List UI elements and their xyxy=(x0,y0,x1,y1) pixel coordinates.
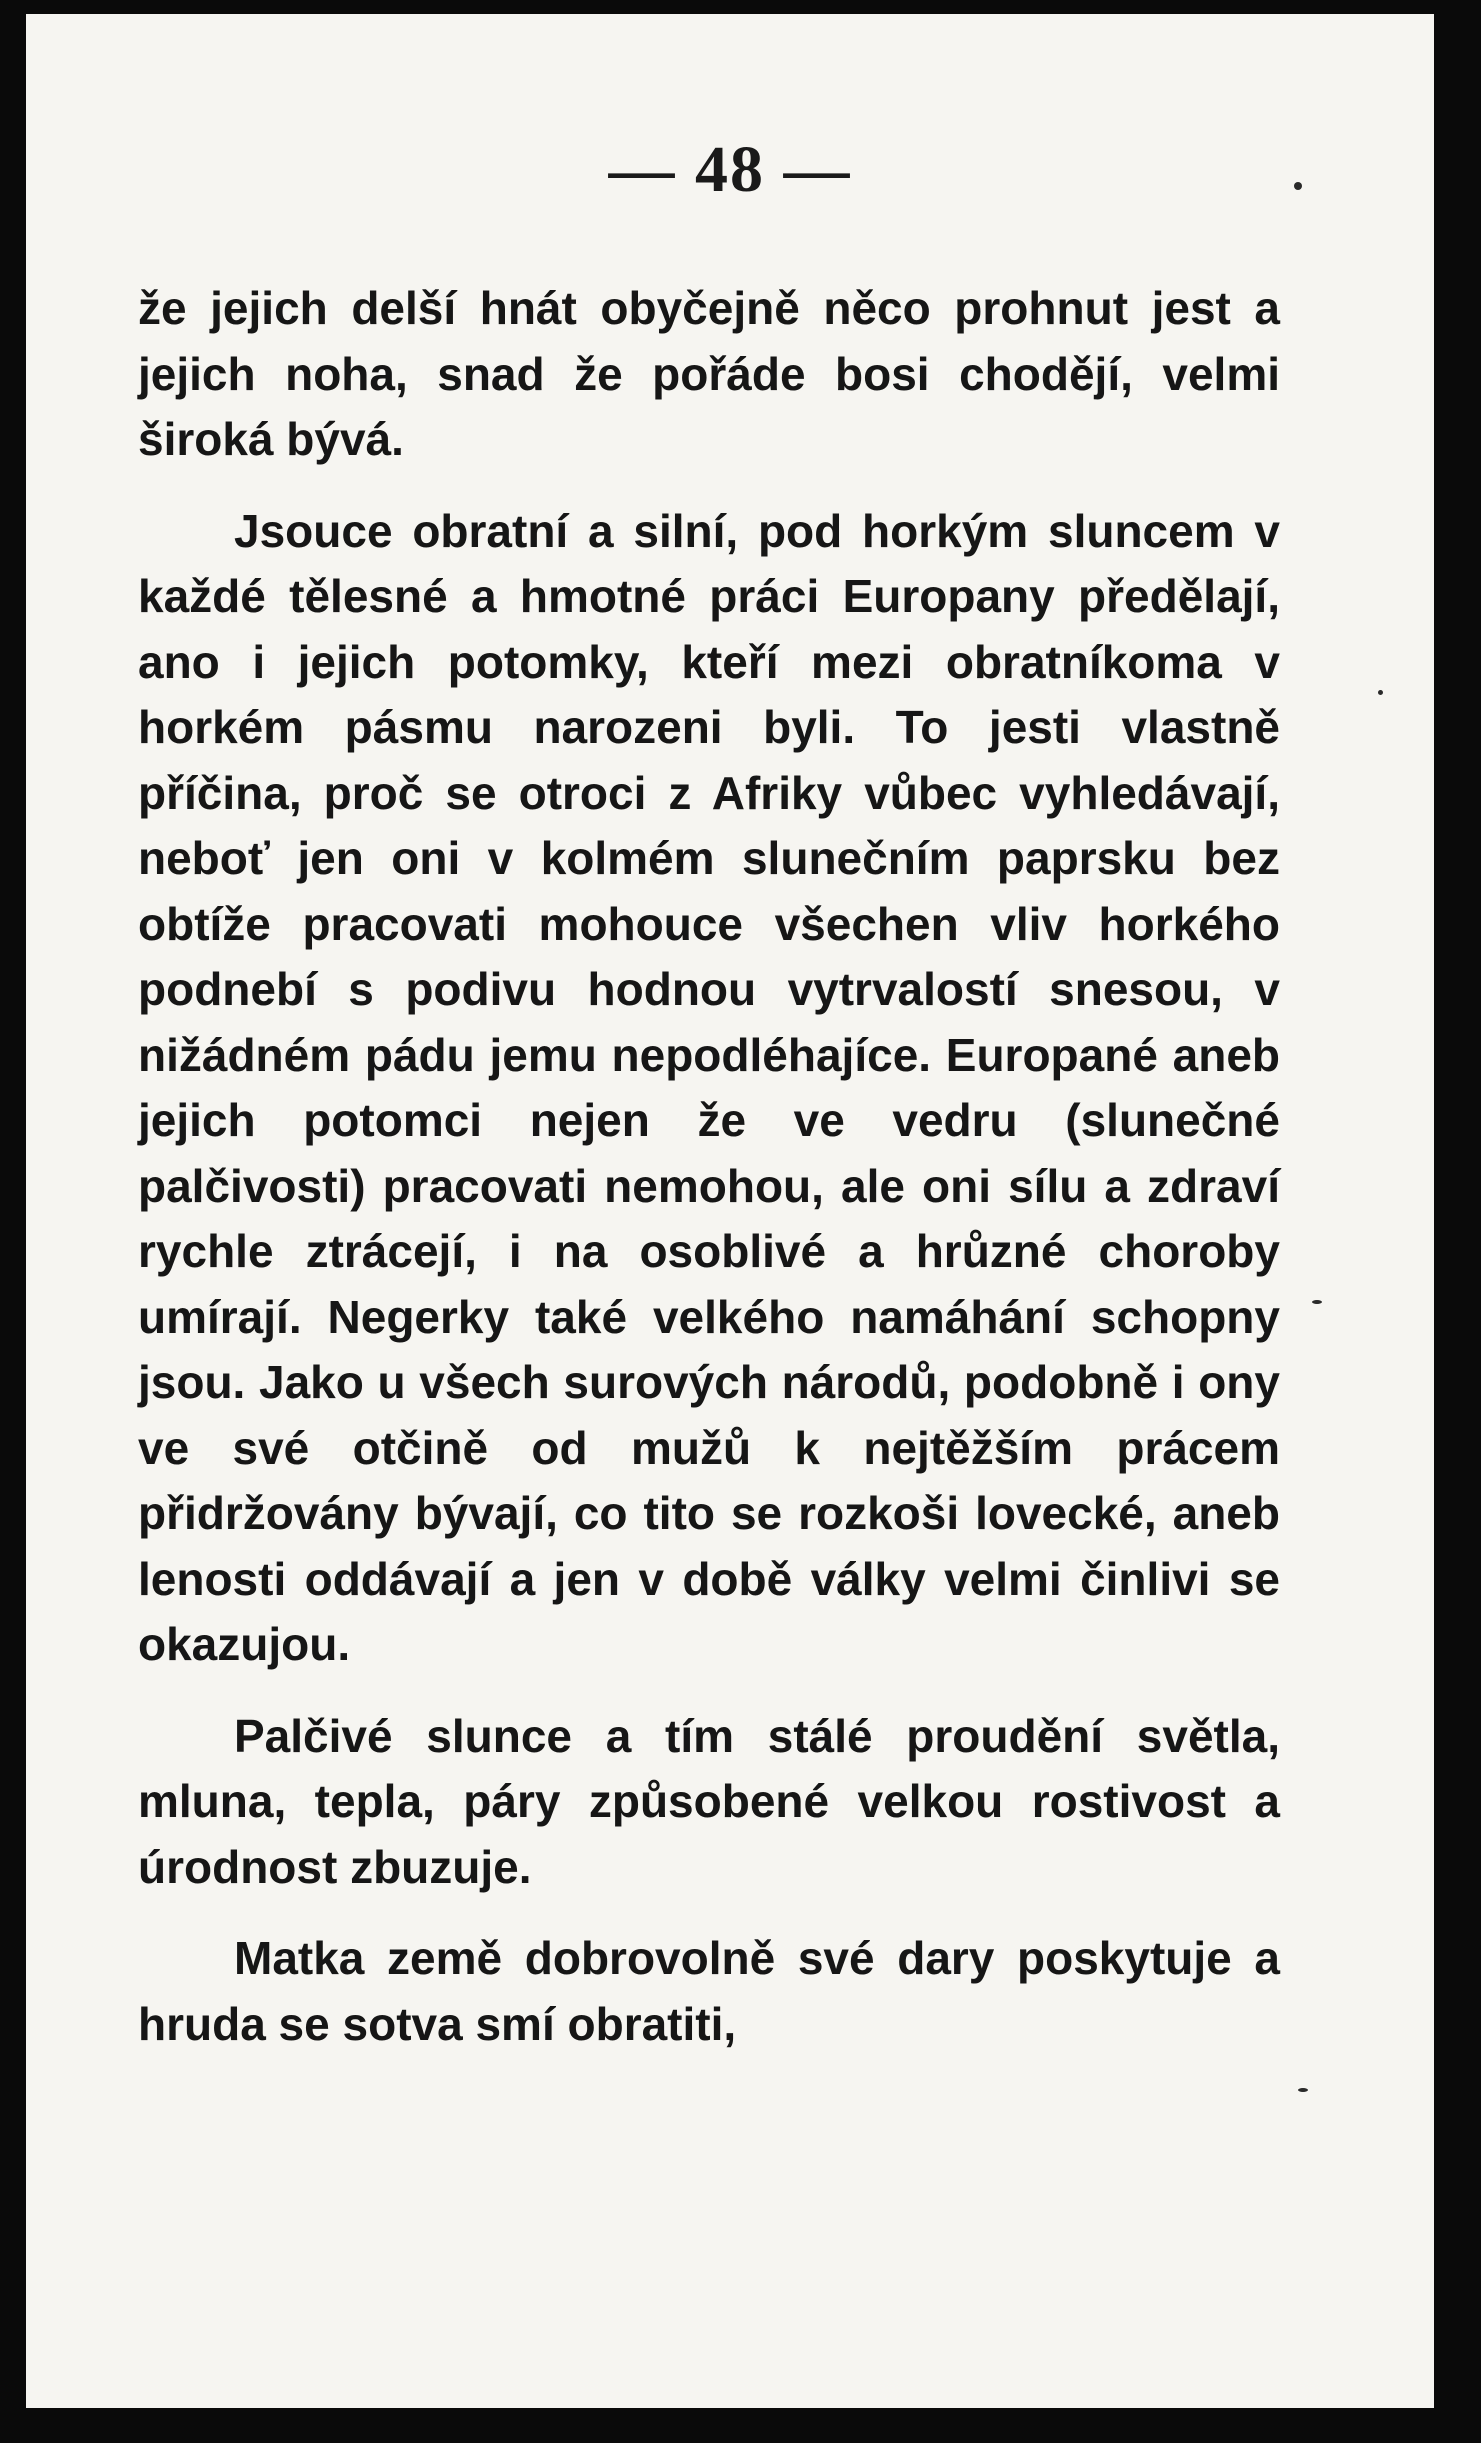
paper-speck xyxy=(1312,1300,1322,1304)
body-text xyxy=(138,276,1280,2057)
paragraph-1: že jejich delší hnát obyčejně něco prohnut jest a jejich noha, snad že pořáde bosi chodějí, velmi široká bývá. xyxy=(138,282,1280,465)
page-number: — 48 — xyxy=(608,133,852,206)
paper-speck xyxy=(1294,182,1302,190)
paper-speck xyxy=(1298,2088,1308,2092)
book-page xyxy=(26,14,1434,2408)
paragraph-4: Matka země dobrovolně své dary poskytuje a hruda se sotva smí obratiti, xyxy=(138,1932,1280,2050)
paragraph-3: Palčivé slunce a tím stálé proudění světla, mluna, tepla, páry způsobené velkou rostivost a úrodnost zbuzuje. xyxy=(138,1709,1280,1893)
paper-speck xyxy=(1378,690,1383,695)
paragraph-2: Jsouce obratní a silní, pod horkým sluncem v každé tělesné a hmotné práci Europany předělají, ano i jejich potomky, kteří mezi obratníkoma v horkém pásmu narozeni byli. To jesti vlastně příčina, proč se otroci z Afriky vůbec vyhledávají, neboť jen oni v kolmém slunečním paprsku bez obtíže pracovati mohouce všechen vliv horkého podnebí s podivu hodnou vytrvalostí snesou, v nižádném pádu jemu nepodléhajíce. Europané aneb jejich potomci nejen že ve vedru (slunečné palčivosti) pracovati nemohou, ale oni sílu a zdraví rychle ztrácejí, i na osoblivé a hrůzné choroby umírají. Negerky také velkého namáhání schopny jsou. Jako u všech surových národů, podobně i ony ve své otčině od mužů k nejtěžším prácem přidržovány bývají, co tito se rozkoši lovecké, aneb lenosti oddávají a jen v době války velmi činlivi se okazujou. xyxy=(138,504,1280,1670)
